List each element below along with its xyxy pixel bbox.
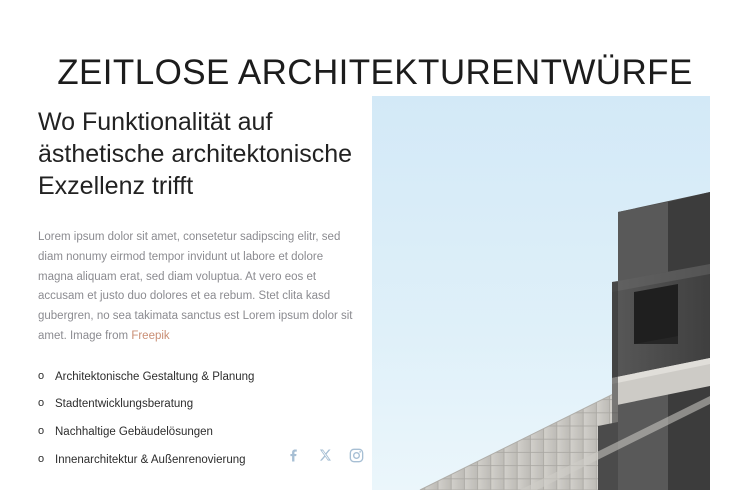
section-subheading: Wo Funktionalität auf ästhetische architektonische Exzellenz trifft — [38, 108, 353, 200]
left-column — [38, 106, 363, 479]
list-marker-icon: o — [38, 369, 45, 382]
hero-image — [372, 96, 710, 490]
social-links — [286, 447, 365, 464]
page-title: ZEITLOSE ARCHITEKTURENTWÜRFE — [57, 53, 693, 93]
list-marker-icon: o — [38, 424, 45, 437]
image-credit-link[interactable]: Freepik — [131, 329, 170, 342]
list-marker-icon: o — [38, 397, 45, 410]
list-item-label: Nachhaltige Gebäudelösungen — [55, 425, 213, 438]
x-twitter-icon[interactable] — [317, 447, 334, 464]
paragraph-text: Lorem ipsum dolor sit amet, consetetur sadipscing elitr, sed diam nonumy eirmod tempor invidunt ut labore et dolore magna aliquam erat, sed diam voluptua. At vero eos et accusam et justo duo dolores et ea rebum. Stet clita kasd gubergren, no sea takimata sanctus est Lorem ipsum dolor sit amet. Image from — [38, 231, 353, 342]
list-item-label: Innenarchitektur & Außenrenovierung — [55, 453, 246, 466]
instagram-icon[interactable] — [348, 447, 365, 464]
list-item-label: Stadtentwicklungsberatung — [55, 398, 194, 411]
list-item[interactable] — [38, 369, 363, 397]
list-item[interactable] — [38, 396, 363, 424]
list-item-label: Architektonische Gestaltung & Planung — [55, 370, 255, 383]
facebook-icon[interactable] — [286, 447, 303, 464]
list-marker-icon: o — [38, 452, 45, 465]
body-paragraph — [38, 228, 356, 347]
